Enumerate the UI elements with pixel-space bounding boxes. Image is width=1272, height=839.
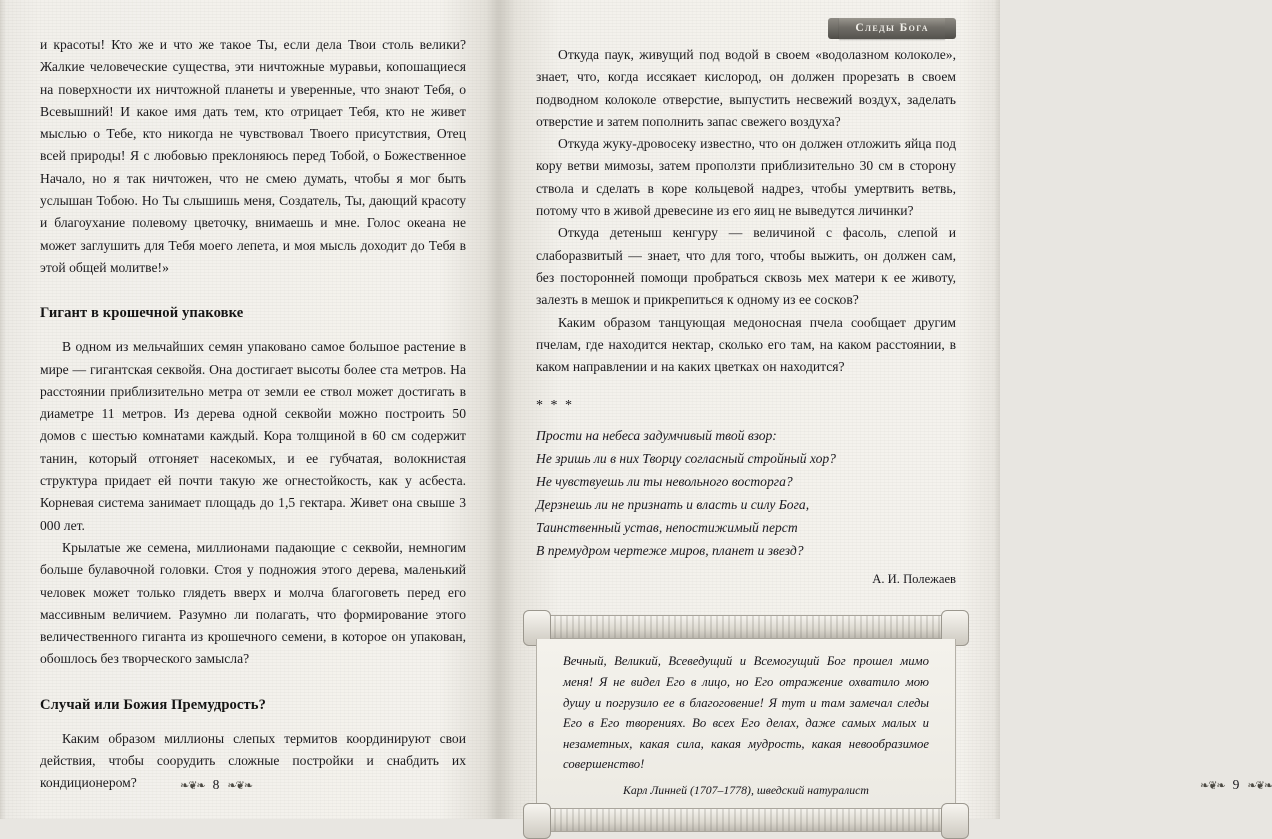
poem-line-4: Дерзнешь ли не признать и власть и силу Бога, <box>536 497 810 513</box>
poem-line-5: Таинственный устав, непостижимый перст <box>536 520 798 536</box>
right-paragraph-3: Откуда детеныш кенгуру — величиной с фасоль, слепой и слаборазвитый — знает, что для того, чтобы выжить, он должен сам, без посторонней помощи пробраться сквозь мех матери к ее животу, залезть в мешок и прикрепиться к одному из ее сосков? <box>536 225 956 308</box>
poem-attribution: А. И. Полежаев <box>872 572 956 587</box>
section-divider: * * * <box>536 398 574 414</box>
ornament-right-b: ❧❦❧ <box>1247 779 1272 792</box>
quote-text: Вечный, Великий, Всеведущий и Всемогущий Бог прошел мимо меня! Я не видел Его в лицо, но Его отражение охватило мою душу и погрузило ее в благоговение! Я тут и там замечал следы Его в Его творениях. Во всех Его делах, даже самых малых и незаметных, какая сила, какая мудрость, какая невообразимое совершенство! <box>563 654 929 772</box>
running-head-cap-left <box>828 18 839 39</box>
left-section2-paragraph-1: Каким образом миллионы слепых термитов координируют свои действия, чтобы соорудить сложные постройки и снабдить их кондиционером? <box>40 730 466 791</box>
ornament-left-b: ❧❦❧ <box>227 779 253 792</box>
running-head-title: Следы Бога <box>839 18 945 39</box>
page-number-right: 9 <box>1232 777 1240 792</box>
right-paragraph-2: Откуда жуку-дровосеку известно, что он должен отложить яйца под кору ветви мимозы, затем проползти приблизительно 30 см в сторону ствола и сделать в коре кольцевой надрез, чтобы умертвить ветвь, потому что в живой древесине из его яиц не выведутся личинки? <box>536 136 956 219</box>
left-section-heading-2: Случай или Божия Премудрость? <box>40 696 266 713</box>
right-page <box>500 0 1272 819</box>
left-section-heading-1: Гигант в крошечной упаковке <box>40 305 244 322</box>
folio-right <box>1200 777 1272 793</box>
left-page <box>0 0 500 819</box>
poem-line-6: В премудром чертеже миров, планет и звезд? <box>536 543 804 559</box>
poem <box>536 424 956 562</box>
poem-line-1: Прости на небеса задумчивый твой взор: <box>536 428 777 444</box>
quote-attribution: Карл Линней (1707–1778), шведский натуралист <box>623 783 869 798</box>
left-section1-paragraph-1: В одном из мельчайших семян упаковано самое большое растение в мире — гигантская секвойя. Она достигает высоты более ста метров. На расстоянии приблизительно метра от земли ее ствол может достигать в диаметре 11 метров. Из дерева одной секвойи можно построить 50 домов с шестью комнатами каждый. Кора толщиной в 60 см содержит танин, который отгоняет насекомых, и ее губчатая, волокнистая структура придает ей почти такую же огнестойкость, как у асбеста. Корневая система занимает площадь до 1,5 гектара. Живет она свыше 3 000 лет. <box>40 339 466 533</box>
page-number-left: 8 <box>212 777 220 792</box>
scroll-bottom-roll <box>536 808 956 832</box>
poem-line-3: Не чувствуешь ли ты невольного восторга? <box>536 474 793 490</box>
ornament-right-a: ❧❦❧ <box>1200 779 1225 792</box>
poem-line-2: Не зришь ли в них Творцу согласный стройный хор? <box>536 451 836 467</box>
left-continued-paragraph: и красоты! Кто же и что же такое Ты, если дела Твои столь велики? Жалкие человеческие существа, эти ничтожные муравьи, копошащиеся на поверхности их ничтожной планеты и уверенные, что знают Тебя, о Всевышний! И какое имя дать тем, кто отрицает Тебя, кто не живет мыслью о Тебе, кто никогда не чувствовал Твоего присутствия, Отец всей природы! Я с любовью преклоняюсь перед Тобой, о Божественное Начало, но я так ничтожен, что не смею думать, чтобы я мог быть услышан Тобою. Но Ты слышишь меня, Создатель, Ты, дающий красоту и благоухание полевому цветочку, внимаешь и мне. Голос океана не может заглушить для Тебя моего лепета, и моя мысль доходит до Тебя в этой общей молитве!» <box>40 37 466 275</box>
right-paragraph-4: Каким образом танцующая медоносная пчела сообщает другим пчелам, где находится нектар, сколько его там, на каком расстоянии, в каком направлении и на каких цветках он находится? <box>536 314 956 375</box>
running-head <box>828 18 956 39</box>
scroll-top-roll <box>536 615 956 639</box>
quote-scroll <box>536 615 956 832</box>
quote-body <box>536 639 956 808</box>
folio-left <box>180 777 252 793</box>
running-head-cap-right <box>945 18 956 39</box>
left-section1-paragraph-2: Крылатые же семена, миллионами падающие с секвойи, немногим больше булавочной головки. Стоя у подножия этого дерева, маленький человек может только глядеть вверх и молча благоговеть перед его массивным величием. Разумно ли полагать, что формирование этого величественного гиганта из крошечного семени, в которое он упакован, обошлось без творческого замысла? <box>40 539 466 667</box>
right-paragraph-1: Откуда паук, живущий под водой в своем «водолазном колоколе», знает, что, когда иссякает кислород, он должен прорезать в своем подводном колоколе отверстие, выпустить несвежий воздух, заделать отверстие и затем пополнить запас свежего воздуха? <box>536 47 956 129</box>
ornament-left-a: ❧❦❧ <box>180 779 205 792</box>
